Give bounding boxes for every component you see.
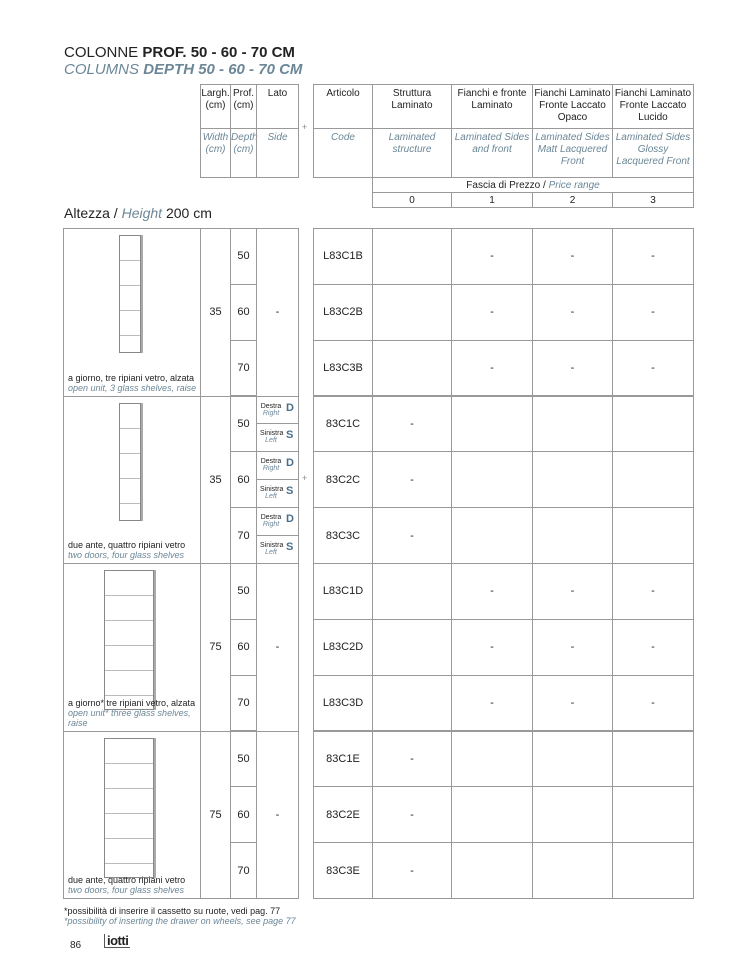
- caption-it: due ante, quattro ripiani vetro: [68, 540, 186, 550]
- side-right-code: D: [286, 513, 294, 526]
- price-cell: -: [451, 284, 533, 341]
- price-cell: [612, 842, 694, 899]
- price-level-0: 0: [372, 192, 452, 208]
- price-cell: [451, 507, 533, 564]
- price-cell: -: [451, 563, 533, 620]
- cabinet-illustration: [119, 403, 141, 521]
- price-cell: [372, 619, 452, 676]
- header-col-3-it: Articolo: [313, 84, 373, 129]
- footnote-en: *possibility of inserting the drawer on wheels, see page 77: [64, 916, 296, 926]
- cabinet-illustration: [104, 738, 154, 878]
- side-left-it: Sinistra: [260, 542, 284, 550]
- price-cell: -: [532, 619, 613, 676]
- caption-en: two doors, four glass shelves: [68, 550, 185, 560]
- page-title: [64, 44, 295, 61]
- caption-it: due ante, quattro ripiani vetro: [68, 875, 186, 885]
- header-col-1-it: Prof. (cm): [230, 84, 257, 129]
- article-code: L83C1B: [313, 228, 373, 285]
- article-code: L83C3B: [313, 340, 373, 397]
- article-code: 83C1C: [313, 396, 373, 453]
- caption-it: a giorno, tre ripiani vetro, alzata: [68, 372, 195, 383]
- side-right-en: Right: [262, 521, 280, 529]
- side-left-option: [256, 423, 299, 452]
- depth-value: 60: [230, 451, 257, 508]
- product-caption: [68, 698, 200, 728]
- depth-value: 50: [230, 563, 257, 620]
- price-cell: -: [451, 228, 533, 285]
- price-cell: -: [451, 619, 533, 676]
- side-cell: -: [256, 563, 299, 732]
- price-cell: -: [372, 731, 452, 788]
- price-cell: -: [372, 842, 452, 899]
- price-cell: -: [532, 340, 613, 397]
- side-left-option: [256, 535, 299, 564]
- price-cell: -: [532, 228, 613, 285]
- depth-value: 50: [230, 228, 257, 285]
- side-left-it: Sinistra: [260, 430, 284, 438]
- header-col-4-it: Struttura Laminato: [372, 84, 452, 129]
- header-col-7-it: Fianchi Laminato Fronte Laccato Lucido: [612, 84, 694, 129]
- price-range-label: [372, 177, 694, 193]
- side-right-option: [256, 451, 299, 480]
- iotti-logo: iotti: [104, 934, 130, 948]
- product-caption: [68, 373, 196, 393]
- price-cell: [372, 228, 452, 285]
- side-right-en: Right: [262, 409, 280, 417]
- price-cell: -: [612, 284, 694, 341]
- side-left-en: Left: [265, 437, 277, 445]
- header-col-5-it: Fianchi e fronte Laminato: [451, 84, 533, 129]
- article-code: 83C3E: [313, 842, 373, 899]
- height-value: 200 cm: [165, 205, 212, 221]
- depth-value: 50: [230, 731, 257, 788]
- price-cell: [372, 340, 452, 397]
- depth-value: 60: [230, 786, 257, 843]
- price-cell: -: [451, 340, 533, 397]
- side-right-code: D: [286, 457, 294, 470]
- title-it-bold: PROF. 50 - 60 - 70 CM: [142, 44, 295, 61]
- side-right-it: Destra: [260, 458, 282, 466]
- price-cell: -: [532, 563, 613, 620]
- header-col-4-en: Laminated structure: [372, 128, 452, 178]
- product-image-cell: [63, 228, 201, 397]
- depth-value: 60: [230, 619, 257, 676]
- header-col-2-it: Lato: [256, 84, 299, 129]
- price-cell: -: [372, 507, 452, 564]
- price-cell: [612, 731, 694, 788]
- article-code: 83C2E: [313, 786, 373, 843]
- product-image-cell: [63, 396, 201, 565]
- height-it: Altezza /: [64, 205, 118, 221]
- header-col-0-it: Largh. (cm): [200, 84, 231, 129]
- article-code: L83C2B: [313, 284, 373, 341]
- width-value: 75: [200, 731, 231, 900]
- side-right-it: Destra: [260, 402, 282, 410]
- price-cell: [532, 396, 613, 453]
- side-right-option: [256, 396, 299, 425]
- article-code: L83C3D: [313, 675, 373, 732]
- title-en-bold: DEPTH 50 - 60 - 70 CM: [143, 61, 303, 78]
- side-left-option: [256, 479, 299, 508]
- article-code: 83C1E: [313, 731, 373, 788]
- price-cell: -: [612, 675, 694, 732]
- product-caption: [68, 875, 185, 895]
- header-col-5-en: Laminated Sides and front: [451, 128, 533, 178]
- price-cell: [372, 675, 452, 732]
- header-col-6-it: Fianchi Laminato Fronte Laccato Opaco: [532, 84, 613, 129]
- price-cell: [451, 842, 533, 899]
- price-cell: -: [451, 675, 533, 732]
- price-cell: -: [372, 451, 452, 508]
- price-cell: -: [612, 563, 694, 620]
- article-code: 83C2C: [313, 451, 373, 508]
- side-right-option: [256, 507, 299, 536]
- price-cell: [532, 451, 613, 508]
- price-cell: [451, 451, 533, 508]
- price-cell: [372, 284, 452, 341]
- price-cell: [451, 396, 533, 453]
- price-cell: [612, 786, 694, 843]
- depth-value: 70: [230, 340, 257, 397]
- title-it: COLONNE: [64, 44, 139, 61]
- width-value: 35: [200, 228, 231, 397]
- price-level-3: 3: [612, 192, 694, 208]
- price-cell: [612, 507, 694, 564]
- depth-value: 60: [230, 284, 257, 341]
- plus-sign: +: [302, 122, 308, 132]
- price-cell: [372, 563, 452, 620]
- side-left-it: Sinistra: [260, 486, 284, 494]
- height-en: Height: [121, 205, 163, 221]
- page-number: 86: [70, 940, 82, 951]
- height-label: [64, 205, 212, 221]
- header-col-1-en: Depth (cm): [230, 128, 257, 178]
- width-value: 35: [200, 396, 231, 565]
- price-cell: -: [612, 619, 694, 676]
- caption-en: open unit, 3 glass shelves, raise: [68, 382, 197, 393]
- product-image-cell: [63, 731, 201, 900]
- price-range-it: Fascia di Prezzo /: [466, 180, 546, 191]
- title-en: COLUMNS: [64, 61, 140, 78]
- product-image-cell: [63, 563, 201, 732]
- price-cell: [532, 507, 613, 564]
- price-cell: [612, 396, 694, 453]
- caption-en: open unit* three glass shelves, raise: [68, 707, 191, 728]
- header-col-0-en: Width (cm): [200, 128, 231, 178]
- price-cell: -: [612, 228, 694, 285]
- side-left-code: S: [286, 485, 294, 498]
- cabinet-illustration: [119, 235, 141, 353]
- side-right-en: Right: [262, 465, 280, 473]
- side-right-code: D: [286, 401, 294, 414]
- price-cell: [532, 786, 613, 843]
- price-cell: [532, 842, 613, 899]
- price-cell: -: [372, 786, 452, 843]
- header-col-3-en: Code: [313, 128, 373, 178]
- side-left-en: Left: [265, 493, 277, 501]
- price-cell: [451, 731, 533, 788]
- price-range-en: Price range: [548, 180, 600, 191]
- side-cell: -: [256, 228, 299, 397]
- footnote-it: *possibilità di inserire il cassetto su ruote, vedi pag. 77: [64, 906, 281, 916]
- side-left-code: S: [286, 429, 294, 442]
- product-caption: [68, 540, 185, 560]
- side-cell: -: [256, 731, 299, 900]
- caption-en: two doors, four glass shelves: [68, 885, 185, 895]
- header-col-6-en: Laminated Sides Matt Lacquered Front: [532, 128, 613, 178]
- cabinet-illustration: [104, 570, 154, 710]
- caption-it: a giorno* tre ripiani vetro, alzata: [68, 697, 196, 708]
- header-col-2-en: Side: [256, 128, 299, 178]
- page-subtitle: [64, 61, 302, 78]
- price-level-2: 2: [532, 192, 613, 208]
- article-code: L83C2D: [313, 619, 373, 676]
- side-left-en: Left: [265, 549, 277, 557]
- price-cell: -: [532, 675, 613, 732]
- price-cell: -: [532, 284, 613, 341]
- price-cell: -: [612, 340, 694, 397]
- depth-value: 70: [230, 507, 257, 564]
- width-value: 75: [200, 563, 231, 732]
- side-right-it: Destra: [260, 514, 282, 522]
- article-code: L83C1D: [313, 563, 373, 620]
- price-cell: [451, 786, 533, 843]
- depth-value: 50: [230, 396, 257, 453]
- depth-value: 70: [230, 675, 257, 732]
- plus-sign: +: [302, 473, 308, 484]
- price-cell: [612, 451, 694, 508]
- side-left-code: S: [286, 541, 294, 554]
- header-col-7-en: Laminated Sides Glossy Lacquered Front: [612, 128, 694, 178]
- article-code: 83C3C: [313, 507, 373, 564]
- price-cell: -: [372, 396, 452, 453]
- depth-value: 70: [230, 842, 257, 899]
- price-cell: [532, 731, 613, 788]
- price-level-1: 1: [451, 192, 533, 208]
